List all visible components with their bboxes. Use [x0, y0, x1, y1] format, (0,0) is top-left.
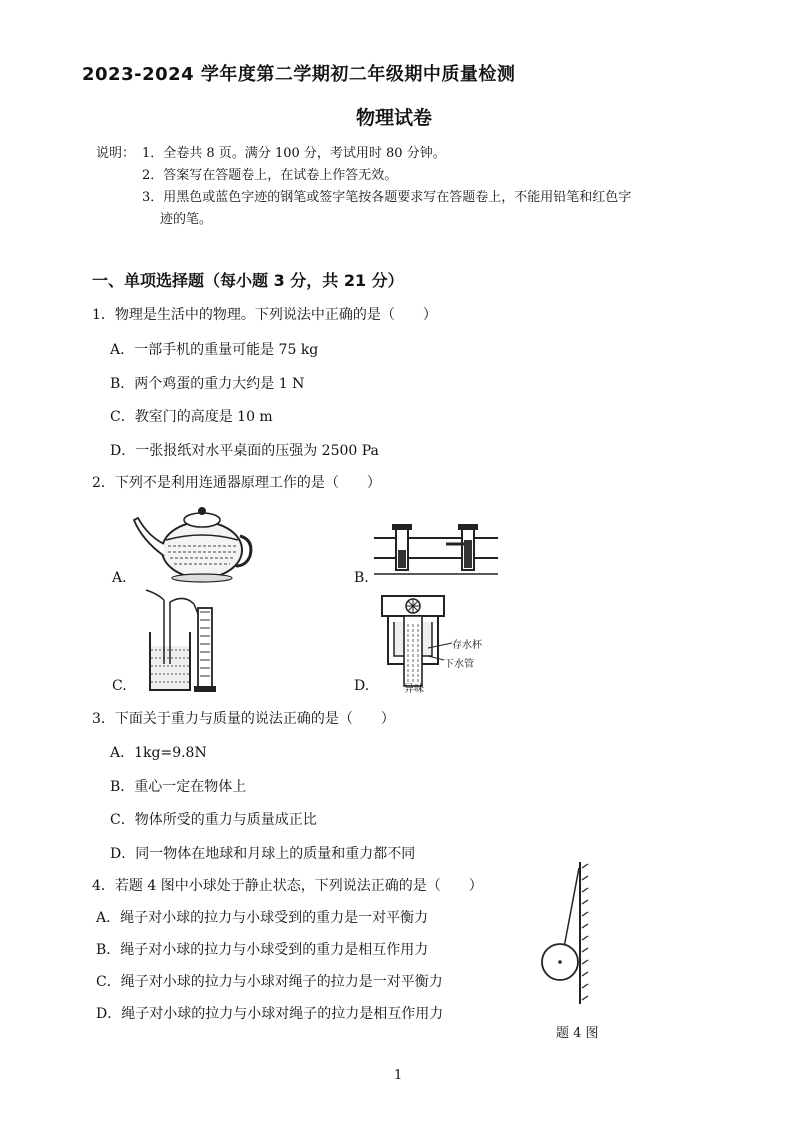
option: C．绳子对小球的拉力与小球对绳子的拉力是一对平衡力: [96, 974, 443, 990]
option: A．一部手机的重量可能是 75 kg: [110, 342, 319, 358]
teapot-figure: [132, 500, 252, 582]
pipe-figure: [374, 524, 498, 580]
note-item: 1．全卷共 8 页。满分 100 分，考试用时 80 分钟。: [142, 146, 446, 161]
option: A．1kg=9.8N: [110, 745, 207, 761]
figure-label-smell: 异味: [404, 684, 424, 695]
option: D．同一物体在地球和月球上的质量和重力都不同: [110, 846, 416, 862]
option: C．物体所受的重力与质量成正比: [110, 812, 317, 828]
option-label: A.: [112, 570, 127, 586]
page-title: 2023-2024 学年度第二学期初二年级期中质量检测: [82, 64, 516, 85]
question-stem: 2．下列不是利用连通器原理工作的是（ ）: [92, 475, 381, 491]
beaker-figure: [140, 590, 220, 694]
question-stem: 4．若题 4 图中小球处于静止状态，下列说法正确的是（ ）: [92, 878, 483, 894]
option-label: C.: [112, 678, 127, 694]
option-label: D.: [354, 678, 370, 694]
option: D．一张报纸对水平桌面的压强为 2500 Pa: [110, 443, 379, 459]
ball-on-wall-figure: [536, 862, 596, 1012]
option: D．绳子对小球的拉力与小球对绳子的拉力是相互作用力: [96, 1006, 444, 1022]
figure-pointer-lines: [428, 640, 454, 662]
option-label: B.: [354, 570, 369, 586]
option: B．绳子对小球的拉力与小球受到的重力是相互作用力: [96, 942, 429, 958]
page-subtitle: 物理试卷: [356, 107, 433, 129]
option: C．教室门的高度是 10 m: [110, 409, 273, 425]
page-number: 1: [394, 1068, 403, 1083]
note-item: 迹的笔。: [160, 212, 213, 227]
question-stem: 1．物理是生活中的物理。下列说法中正确的是（ ）: [92, 307, 437, 323]
notes-label: 说明：: [96, 146, 136, 161]
section-title: 一、单项选择题（每小题 3 分，共 21 分）: [92, 271, 404, 290]
figure-caption: 题 4 图: [556, 1026, 599, 1041]
option: B．重心一定在物体上: [110, 779, 247, 795]
option: A．绳子对小球的拉力与小球受到的重力是一对平衡力: [96, 910, 429, 926]
option: B．两个鸡蛋的重力大约是 1 N: [110, 376, 305, 392]
question-stem: 3．下面关于重力与质量的说法正确的是（ ）: [92, 711, 395, 727]
figure-label-cup: 存水杯: [452, 640, 482, 651]
figure-label-pipe: 下水管: [444, 659, 474, 670]
note-item: 2．答案写在答题卷上，在试卷上作答无效。: [142, 168, 398, 183]
note-item: 3．用黑色或蓝色字迹的钢笔或签字笔按各题要求写在答题卷上，不能用铅笔和红色字: [142, 190, 632, 205]
